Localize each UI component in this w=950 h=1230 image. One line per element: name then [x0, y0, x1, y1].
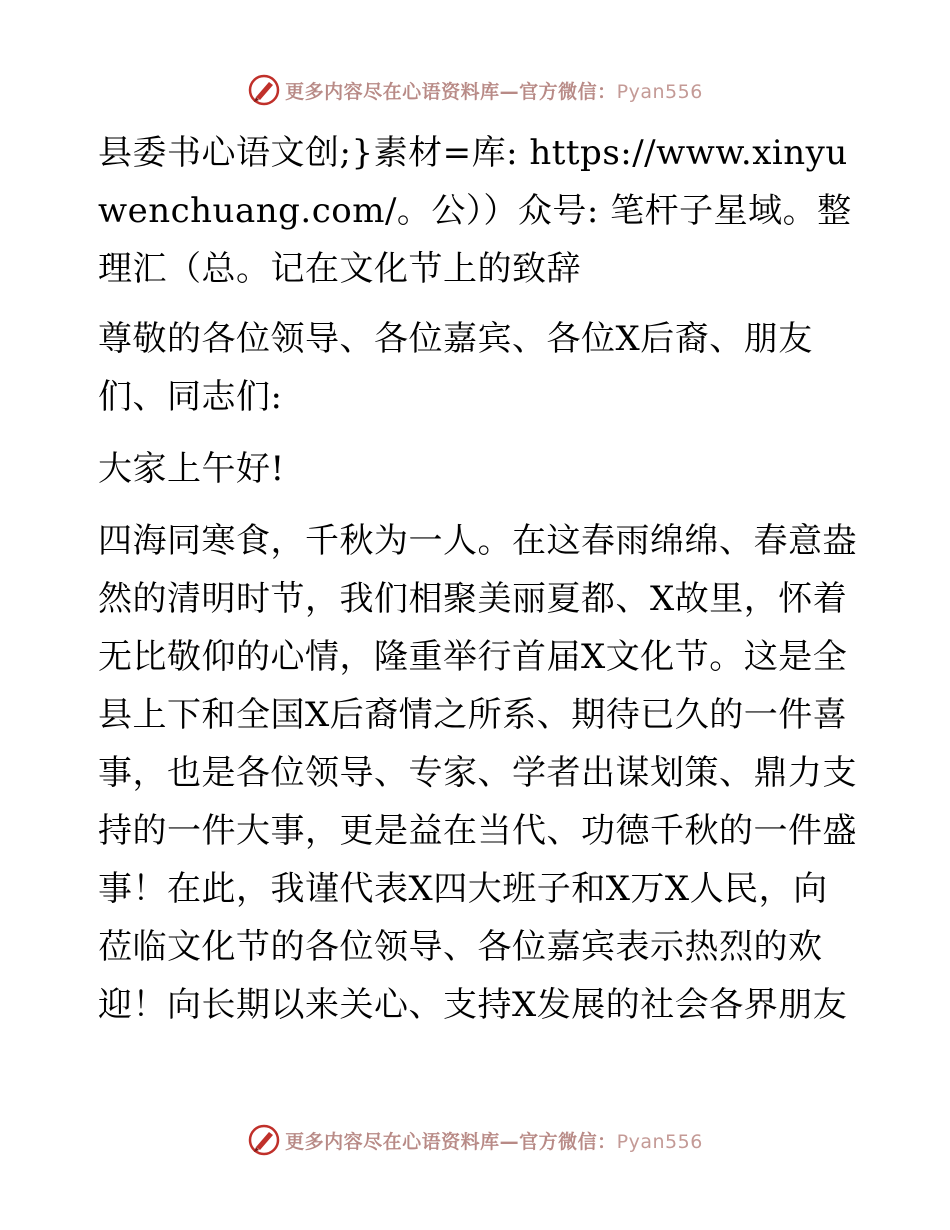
- banner-text-wechat-id: Pyan556: [616, 80, 703, 103]
- banner-text-cn: 更多内容尽在心语资料库—官方微信：: [285, 80, 617, 103]
- banner-text: [285, 1127, 703, 1154]
- banner-text-wechat-id: Pyan556: [616, 1130, 703, 1153]
- paragraph-title: 县委书心语文创;}素材=库: https://www.xinyuwenchuang.com/。公））众号: 笔杆子星域。整理汇（总。记在文化节上的致辞: [98, 133, 852, 289]
- paragraph-salutation: 尊敬的各位领导、各位嘉宾、各位X后裔、朋友们、同志们:: [98, 319, 813, 417]
- paragraph-greeting: 大家上午好!: [98, 449, 285, 489]
- paragraph-body: 四海同寒食，千秋为一人。在这春雨绵绵、春意盎然的清明时节，我们相聚美丽夏都、X故里，怀着无比敬仰的心情，隆重举行首届X文化节。这是全县上下和全国X后裔情之所系、期待已久的一件喜事，也是各位领导、专家、学者出谋划策、鼎力支持的一件大事，更是益在当代、功德千秋的一件盛事！在此，我谨代表X四大班子和X万X人民，向莅临文化节的各位领导、各位嘉宾表示热烈的欢迎！向长期以来关心、支持X发展的社会各界朋友: [98, 521, 857, 1025]
- red-circle-pen-logo-icon: [247, 73, 281, 107]
- banner-text: [285, 77, 703, 104]
- red-circle-pen-logo-icon: [247, 1123, 281, 1157]
- footer-banner: [0, 1120, 950, 1160]
- banner-text-cn: 更多内容尽在心语资料库—官方微信：: [285, 1130, 617, 1153]
- document-body: [98, 124, 858, 1048]
- header-banner: [0, 70, 950, 110]
